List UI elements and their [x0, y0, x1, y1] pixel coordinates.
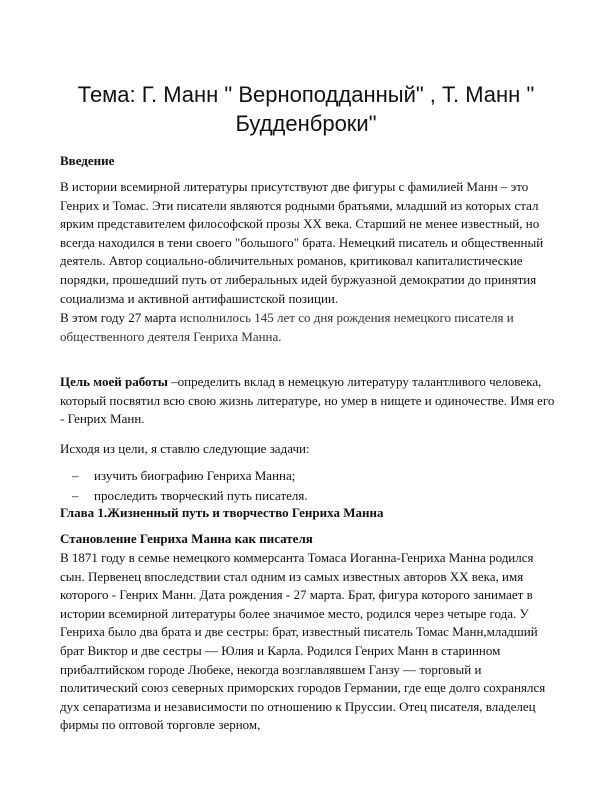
biography-paragraph: В 1871 году в семье немецкого коммерсанта Томаса Иоганна-Генриха Манна родился сын. Первенец впоследствии стал одним из самых известных авторов XX века, имя которого - Генрих Манн. Дата рождения - 27 марта. Брат, фигура которого занимает в истории всемирной литературы более значимое место, родился через четыре года. У Генриха было два брата и две сестры: брат, известный писатель Томас Манн,младший брат Виктор и две сестры — Юлия и Карла. Родился Генрих Манн в старинном прибалтийском городе Любеке, некогда возглавлявшем Ганзу — торговый и политический союз северных приморских городов Германии, где еще долго сохранялся дух сепаратизма и независимости по отношению к Пруссии. Отец писателя, владелец фирмы по оптовой торговле зерном,: [60, 550, 546, 733]
goal-label: Цель моей работы: [60, 374, 168, 389]
goal-paragraph: [60, 373, 560, 429]
task-text: изучить биографию Генриха Манна;: [94, 468, 296, 483]
list-dash-marker: –: [72, 488, 79, 503]
section-heading: Становление Генриха Манна как писателя: [60, 531, 313, 546]
page-title: Тема: Г. Манн " Верноподданный" , Т. Манн " Будденброки": [77, 82, 535, 136]
goal-text: –определить вклад в немецкую литературу талантливого человека, который посвятил всю свою жизнь литературе, но умер в нищете и одиночестве. Имя его - Генрих Манн.: [60, 374, 555, 427]
intro-heading: Введение: [60, 153, 115, 168]
list-item: [72, 466, 552, 486]
task-list: [72, 466, 552, 506]
list-item: [72, 486, 552, 506]
tasks-intro: Исходя из цели, я ставлю следующие задачи:: [60, 441, 310, 456]
task-text: проследить творческий путь писателя.: [94, 488, 308, 503]
anniversary-lead: В этом году 27 марта: [60, 310, 177, 325]
intro-paragraph: В истории всемирной литературы присутствуют две фигуры с фамилией Манн – это Генрих и Томас. Эти писатели являются родными братьями, младший из которых стал ярким представителем философской прозы XX века. Старший не менее известный, но всегда находился в тени своего "большого" брата. Немецкий писатель и общественный деятель. Автор социально-обличительных романов, критиковал капиталистические порядки, прошедший путь от либеральных идей буржуазной демократии до принятия социализма и активной антифашистской позиции.: [60, 179, 544, 306]
anniversary-paragraph: [60, 309, 560, 346]
chapter-heading: Глава 1.Жизненный путь и творчество Генриха Манна: [60, 505, 384, 520]
anniversary-text: исполнилось 145 лет со дня рождения немецкого писателя и общественного деятеля Генриха Манна.: [60, 310, 514, 344]
list-dash-marker: –: [72, 468, 79, 483]
